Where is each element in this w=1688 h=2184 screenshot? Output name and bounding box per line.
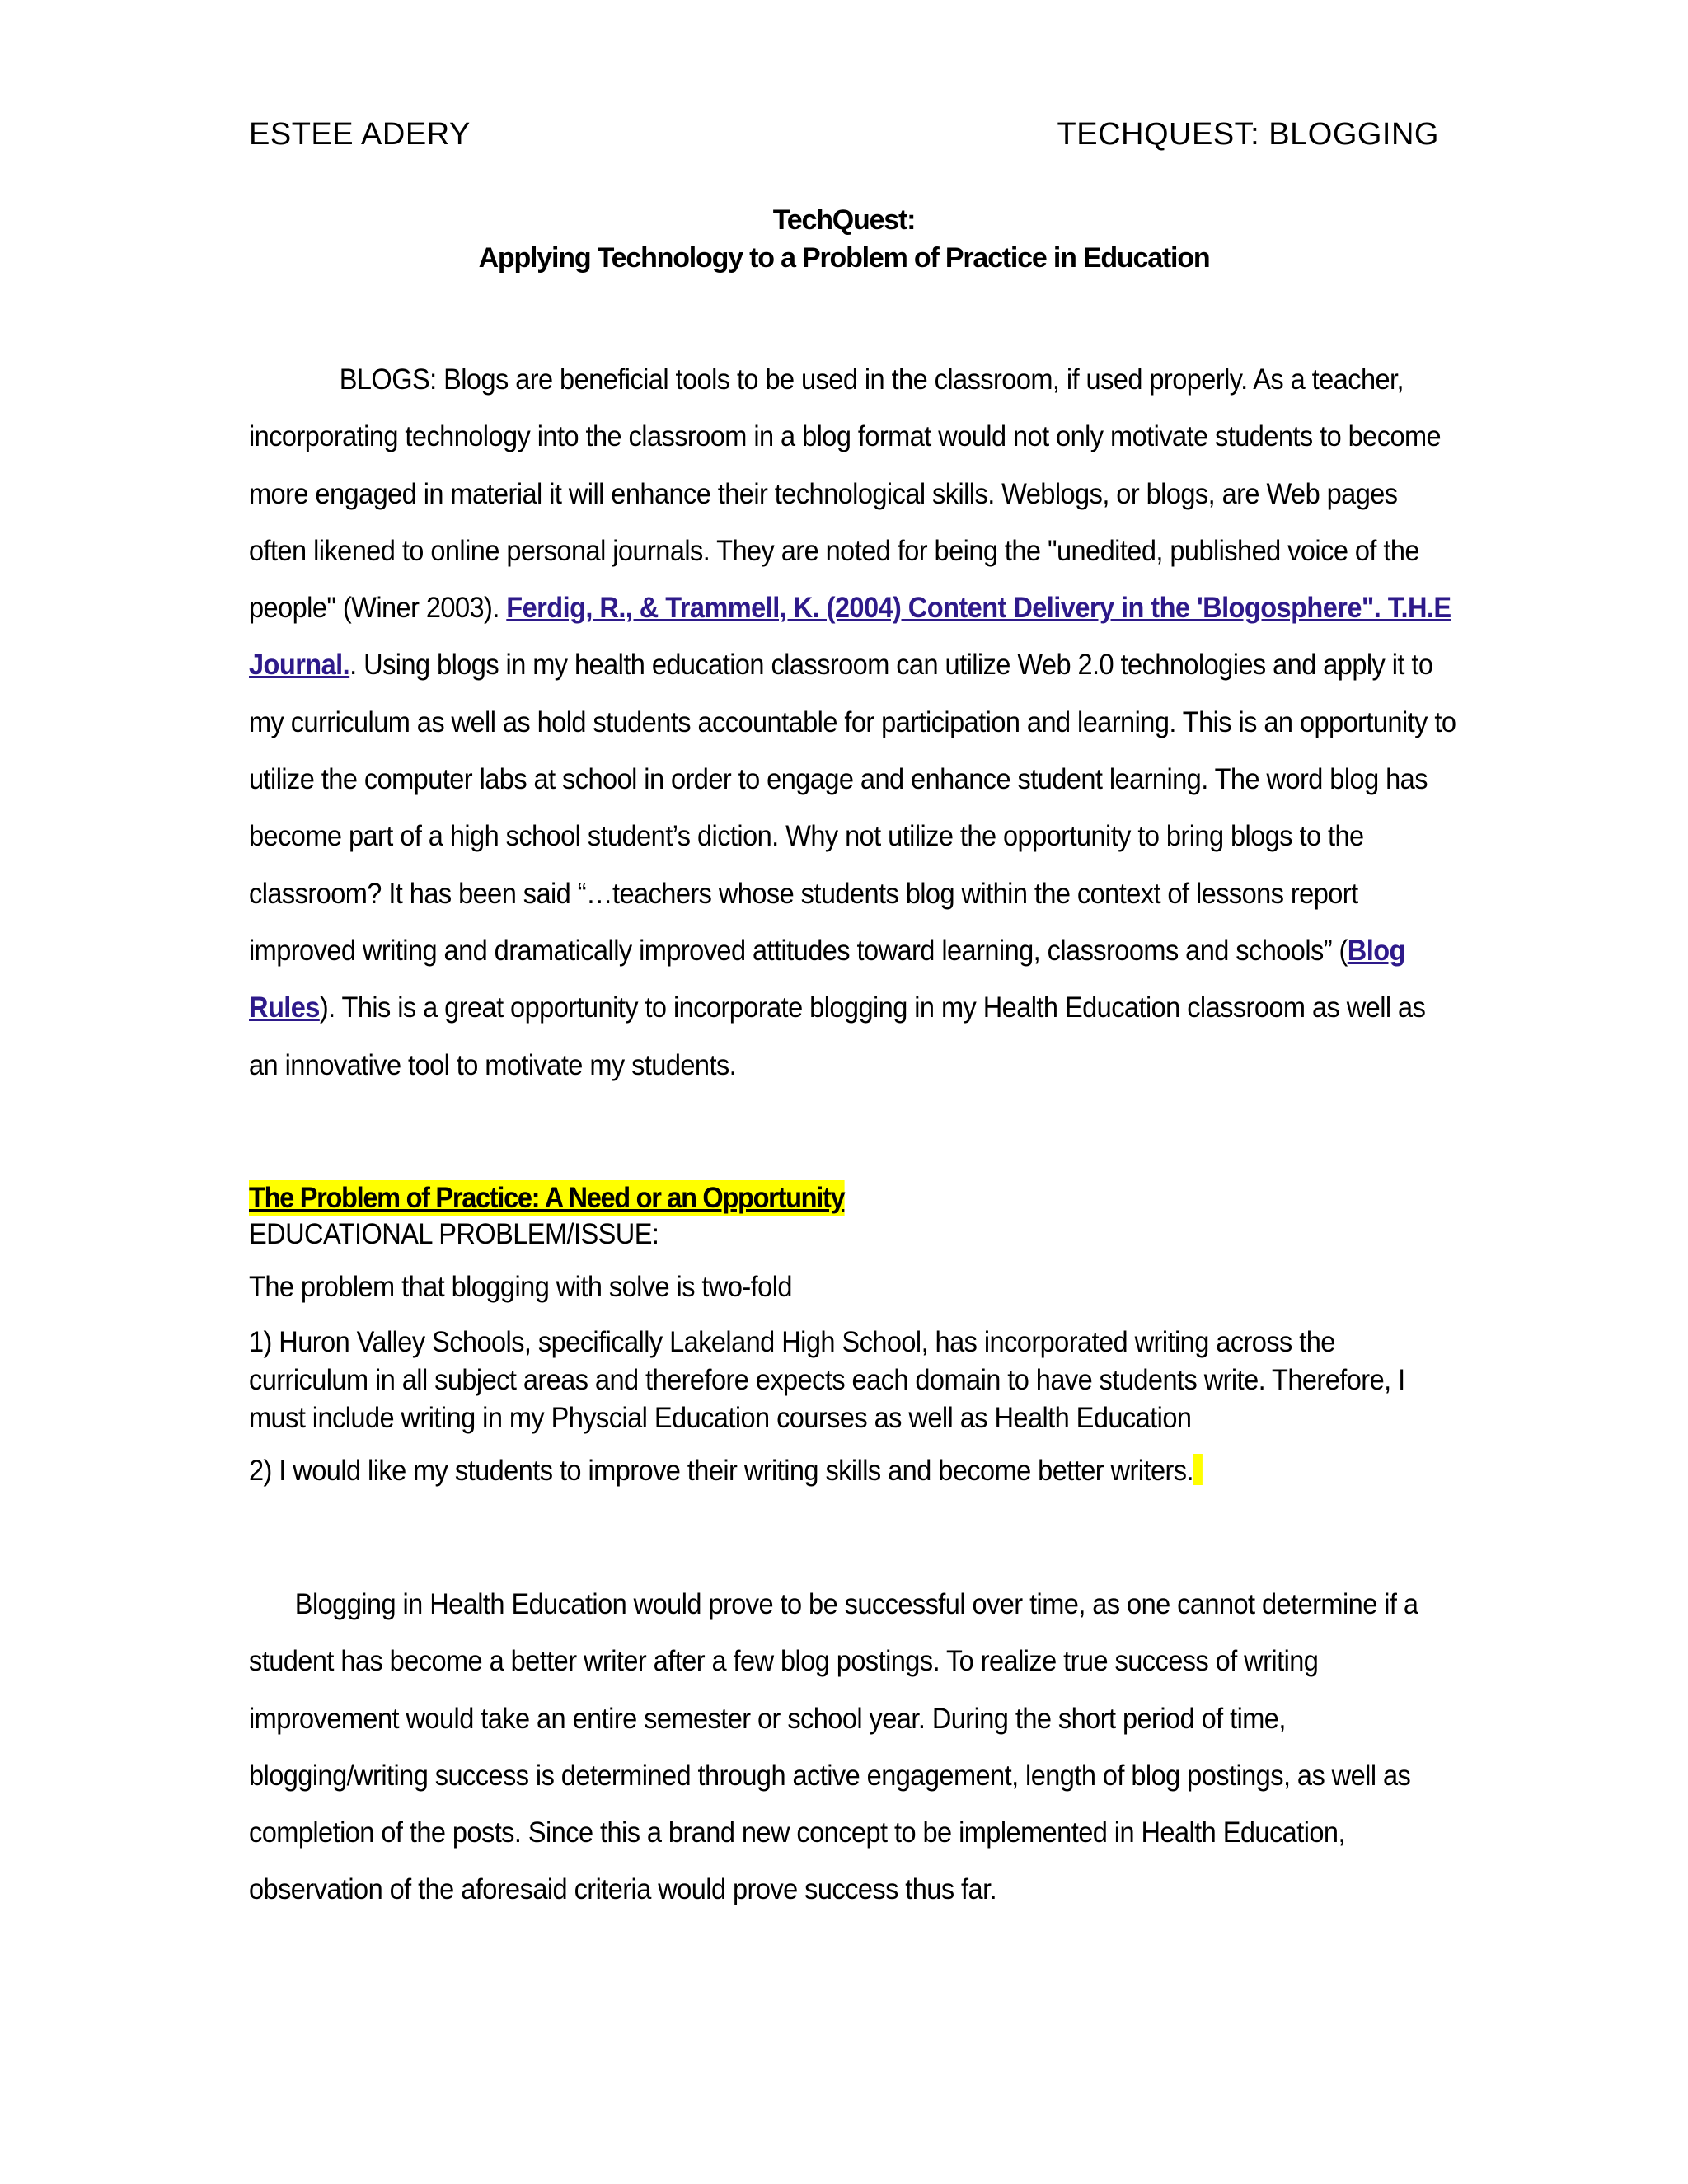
title-line-1: TechQuest:	[772, 204, 916, 236]
title-line-2: Applying Technology to a Problem of Practice in Education	[478, 242, 1210, 274]
problem-item-1: 1) Huron Valley Schools, specifically Lakeland High School, has incorporated writing across the curriculum in all subject areas and therefore expects each domain to have students write. Therefore, I must include writing in my Physcial Education courses as well as Health Education	[249, 1326, 1405, 1434]
intro-paragraph	[249, 351, 1460, 1094]
issue-label: EDUCATIONAL PROBLEM/ISSUE:	[249, 1218, 659, 1250]
problem-of-practice-section	[249, 1180, 1460, 1490]
ferdig-trammell-citation-link[interactable]: Ferdig, R., & Trammell, K. (2004) Content Delivery in the 'Blogosphere". T.H.E Journal.	[249, 592, 1451, 682]
intro-text-start: BLOGS: Blogs are beneficial tools to be used in the classroom, if used properly. As a teacher, incorporating technology into the classroom in a blog format would not only motivate students to become more engaged in material it will enhance their technological skills. Weblogs, or blogs, are Web pages often likened to online personal journals. They are noted for being the "unedited, published voice of the people" (Winer 2003).	[249, 363, 1442, 625]
problem-intro: The problem that blogging with solve is two-fold	[249, 1271, 792, 1303]
highlight-mark	[1193, 1454, 1203, 1485]
problem-item-2-text: 2) I would like my students to improve their writing skills and become better writers.	[249, 1455, 1193, 1487]
document-title	[0, 201, 1688, 277]
intro-text-end: ). This is a great opportunity to incorporate blogging in my Health Education classroom as well as an innovative tool to motivate my students.	[249, 991, 1426, 1081]
section-heading: The Problem of Practice: A Need or an Opportunity	[249, 1180, 844, 1216]
header-author: ESTEE ADERY	[249, 117, 471, 152]
header-topic: TECHQUEST: BLOGGING	[1057, 117, 1439, 152]
conclusion-paragraph	[249, 1576, 1460, 1919]
blog-rules-link[interactable]: Blog Rules	[249, 934, 1405, 1024]
conclusion-text: Blogging in Health Education would prove to be successful over time, as one cannot determine if a student has become a better writer after a few blog postings. To realize true success of writing improvement would take an entire semester or school year. During the short period of time, blogging/writing success is determined through active engagement, length of blog postings, as well as completion of the posts. Since this a brand new concept to be implemented in Health Education, observation of the aforesaid criteria would prove success thus far.	[249, 1588, 1418, 1906]
intro-text-middle: . Using blogs in my health education classroom can utilize Web 2.0 technologies and apply it to my curriculum as well as hold students accountable for participation and learning. This is an opportunity to utilize the computer labs at school in order to engage and enhance student learning. The word blog has become part of a high school student’s diction. Why not utilize the opportunity to bring blogs to the classroom? It has been said “…teachers whose students blog within the context of lessons report improved writing and dramatically improved attitudes toward learning, classrooms and schools” (	[249, 649, 1456, 967]
problem-item-2	[249, 1452, 1460, 1490]
